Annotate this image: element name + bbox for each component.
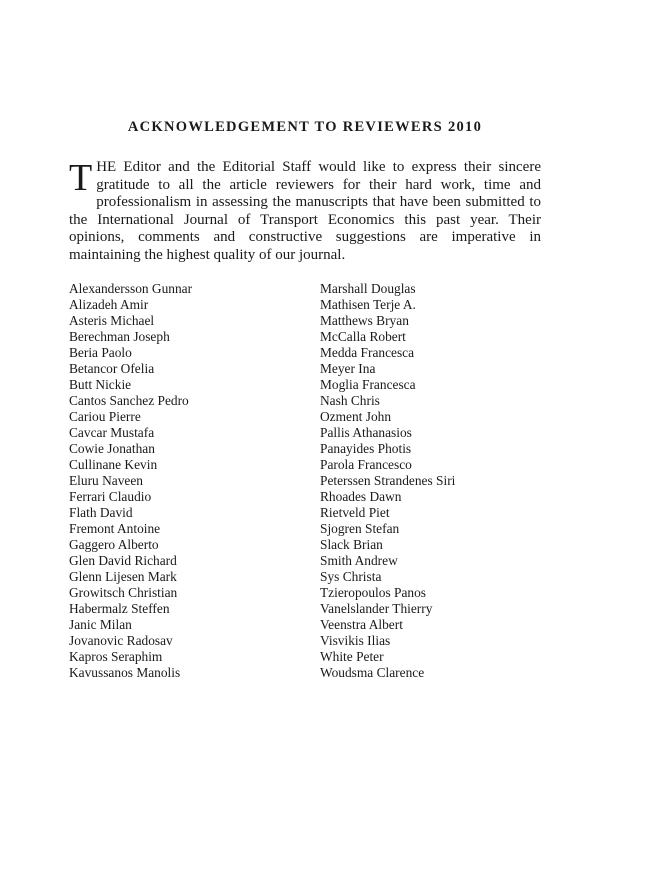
reviewer-name: McCalla Robert — [320, 329, 406, 344]
reviewer-name: Betancor Ofelia — [69, 361, 155, 376]
reviewer-name: Kavussanos Manolis — [69, 665, 181, 680]
reviewer-name: Flath David — [69, 505, 133, 520]
reviewer-name: Marshall Douglas — [320, 281, 416, 296]
reviewer-name: Jovanovic Radosav — [69, 633, 173, 648]
reviewer-name: Rietveld Piet — [320, 505, 390, 520]
reviewer-name: Pallis Athanasios — [320, 425, 412, 440]
reviewer-name: Smith Andrew — [320, 553, 398, 568]
reviewer-name: Woudsma Clarence — [320, 665, 425, 680]
reviewer-name: Moglia Francesca — [320, 377, 416, 392]
reviewer-name: Habermalz Steffen — [69, 601, 170, 616]
reviewer-name: Janic Milan — [69, 617, 132, 632]
reviewer-name: Kapros Seraphim — [69, 649, 163, 664]
reviewer-name: Ozment John — [320, 409, 392, 424]
reviewer-name: Cowie Jonathan — [69, 441, 155, 456]
page-title: ACKNOWLEDGEMENT TO REVIEWERS 2010 — [127, 119, 483, 135]
reviewer-name: Parola Francesco — [320, 457, 412, 472]
reviewer-name: Veenstra Albert — [320, 617, 403, 632]
reviewer-name: Visvikis Ilias — [320, 633, 391, 648]
reviewer-name: Berechman Joseph — [69, 329, 170, 344]
reviewer-name: Butt Nickie — [69, 377, 132, 392]
reviewer-name: Slack Brian — [320, 537, 383, 552]
reviewer-name: Sys Christa — [320, 569, 382, 584]
reviewer-name: Nash Chris — [320, 393, 380, 408]
reviewer-name: Cavcar Mustafa — [69, 425, 155, 440]
drop-cap: T — [69, 157, 93, 199]
reviewer-list-right — [320, 281, 455, 681]
reviewer-name: Rhoades Dawn — [320, 489, 402, 504]
reviewer-name: Gaggero Alberto — [69, 537, 159, 552]
reviewer-name: Cullinane Kevin — [69, 457, 158, 472]
reviewer-name: White Peter — [320, 649, 384, 664]
reviewer-name: Peterssen Strandenes Siri — [320, 473, 456, 488]
reviewer-name: Tzieropoulos Panos — [320, 585, 426, 600]
reviewer-name: Eluru Naveen — [69, 473, 143, 488]
reviewer-list-left — [69, 281, 192, 681]
reviewer-name: Matthews Bryan — [320, 313, 409, 328]
reviewer-name: Fremont Antoine — [69, 521, 161, 536]
reviewer-name: Cantos Sanchez Pedro — [69, 393, 189, 408]
reviewer-name: Cariou Pierre — [69, 409, 141, 424]
reviewer-name: Asteris Michael — [69, 313, 155, 328]
intro-text: Editor and the Editorial Staff would like to express their sincere gratitude to all the article reviewers for their hard work, time and professionalism in assessing the manuscripts that have been submitted to the International Journal of Transport Economics this past year. Their opinions, comments and constructive suggestions are imperative in maintaining the highest quality of our journal. — [69, 159, 541, 263]
reviewer-name: Alexandersson Gunnar — [69, 281, 193, 296]
intro-paragraph — [69, 159, 541, 264]
reviewer-name: Beria Paolo — [69, 345, 132, 360]
reviewer-name: Meyer Ina — [320, 361, 376, 376]
reviewer-name: Sjogren Stefan — [320, 521, 400, 536]
reviewer-name: Panayides Photis — [320, 441, 412, 456]
reviewer-name: Ferrari Claudio — [69, 489, 152, 504]
reviewer-name: Medda Francesca — [320, 345, 415, 360]
reviewer-name: Mathisen Terje A. — [320, 297, 416, 312]
reviewer-name: Glenn Lijesen Mark — [69, 569, 177, 584]
intro-smallcaps: HE — [96, 159, 117, 175]
reviewer-name: Alizadeh Amir — [69, 297, 149, 312]
reviewer-name: Vanelslander Thierry — [320, 601, 433, 616]
reviewer-name: Growitsch Christian — [69, 585, 178, 600]
reviewer-name: Glen David Richard — [69, 553, 177, 568]
